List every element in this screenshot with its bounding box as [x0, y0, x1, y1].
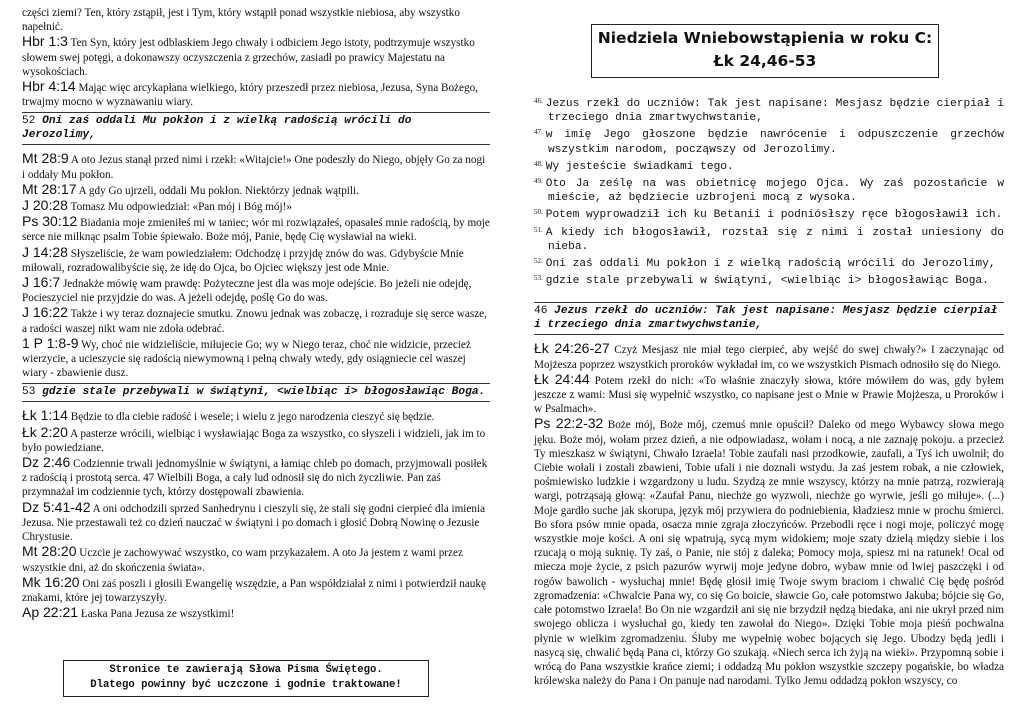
- gospel-verse: [534, 94, 1004, 125]
- paragraph-text: Będzie to dla ciebie radość i wesele; i wielu z jego narodzenia cieszyć się będzie.: [70, 411, 435, 424]
- scripture-paragraph: [22, 408, 490, 424]
- verse-reference: Mt 28:9: [22, 150, 69, 167]
- footer-line-2: Dlatego powinny być uczczone i godnie traktowane!: [90, 679, 402, 691]
- verse-number: 52.: [534, 257, 543, 266]
- verse-number: 49.: [534, 177, 543, 186]
- verse-reference: Łk 2:20: [22, 423, 68, 440]
- scripture-paragraph: [22, 151, 490, 181]
- gospel-verse: [534, 205, 1004, 222]
- verse-reference: Ps 30:12: [22, 213, 78, 230]
- verse-text: Oni zaś oddali Mu pokłon i z wielką radością wrócili do Jerozolimy,: [545, 258, 996, 271]
- verse-reference: Hbr 4:14: [22, 78, 76, 95]
- verse-reference: Łk 24:44: [534, 370, 590, 387]
- paragraph-text: Mając więc arcykapłana wielkiego, który przeszedł przez niebiosa, Jezusa, Syna Bożego, trwajmy mocno w wyznawaniu wiary.: [22, 82, 478, 109]
- verse-reference: J 16:7: [22, 274, 61, 291]
- gospel-verse: [534, 157, 1004, 174]
- paragraph-text: Słyszeliście, że wam powiedziałem: Odchodzę i przyjdę znów do was. Gdybyście Mnie miłowali, rozradowalibyście się, że idę do Ojca, bo Ojciec większy jest ode Mnie.: [22, 247, 464, 274]
- scripture-paragraph: [22, 544, 490, 574]
- intro-block: [22, 6, 490, 109]
- paragraph-text: Codziennie trwali jednomyślnie w świątyni, a łamiąc chleb po domach, przyjmowali posiłek z radością i prostotą serca. 47 Wielbili Boga, a cały lud odnosił się do nich życzliwie. Pan zaś przymnażał im codziennie tych, którzy dostępowali zbawienia.: [22, 458, 488, 499]
- verse-reference: J 16:22: [22, 304, 68, 321]
- verse-reference: Mt 28:20: [22, 543, 77, 560]
- scripture-paragraph: [22, 6, 490, 34]
- section-number: 46: [534, 305, 548, 318]
- verse-reference: Dz 2:46: [22, 454, 71, 471]
- scripture-paragraph: [22, 79, 490, 109]
- verse-reference: Dz 5:41-42: [22, 498, 91, 515]
- gospel-verse: [534, 125, 1004, 156]
- scripture-paragraph: [534, 341, 1004, 371]
- gospel-verse: [534, 174, 1004, 205]
- section-title: Oni zaś oddali Mu pokłon i z wielką radością wrócili do Jerozolimy,: [22, 115, 412, 142]
- left-column: [22, 0, 490, 621]
- paragraph-text: Biadania moje zmieniłeś mi w taniec; wór mi rozwiązałeś, opasałeś mnie radością, by moje serce nie milknąc psalm Tobie śpiewało. Boże mój, Panie, będę Cię wysławiał na wieki.: [22, 217, 490, 244]
- section-number: 52: [22, 115, 36, 128]
- scripture-paragraph: [22, 425, 490, 455]
- gospel-verses: [534, 94, 1004, 288]
- paragraph-text: Czyż Mesjasz nie miał tego cierpieć, aby wejść do swej chwały?» I zaczynając od Mojżesza poprzez wszystkich proroków wykładał im, co we wszystkich Pismach odnosiło się do Niego.: [534, 344, 1005, 371]
- right-column: [534, 94, 1004, 688]
- verse-number: 50.: [534, 208, 543, 217]
- scripture-paragraph: [22, 605, 490, 621]
- paragraph-text: Także i wy teraz doznajecie smutku. Znowu jednak was zobaczę, i rozraduje się serce wasze, a radości waszej nikt wam nie zdoła odebrać.: [22, 308, 487, 335]
- verse-reference: Ap 22:21: [22, 604, 79, 621]
- verse-reference: J 20:28: [22, 197, 68, 214]
- section-number: 53: [22, 386, 36, 399]
- section-header-52: [22, 112, 490, 145]
- footer-line-1: Stronice te zawierają Słowa Pisma Świętego.: [109, 664, 383, 676]
- verse-reference: Ps 22:2-32: [534, 415, 604, 432]
- paragraph-text: Tomasz Mu odpowiedział: «Pan mój i Bóg mój!»: [70, 201, 292, 214]
- section-53: [22, 408, 490, 621]
- paragraph-text: Boże mój, Boże mój, czemuś mnie opuścił? Daleko od mego Wybawcy słowa mego jęku. Boże mój, wołam przez dzień, a nie odpowiadasz, wołam i nocą, a nie zaznaję pokoju. a przecież Ty mieszkasz w świątyni, Chwało Izraela! Tobie zaufali nasi przodkowie, zaufali, a Tyś ich uwolnił; do Ciebie wołali i zostali zbawieni, Tobie ufali i nie doznali wstydu. Ja zaś jestem robak, a nie człowiek, pośmiewisko ludzkie i wzgardzony u ludu. Szydzą ze mnie wszyscy, którzy na mnie patrzą, rozwierają wargi, potrząsają głową: «Zaufał Panu, niechże go wyzwoli, niechże go wyrwie, jeśli go miłuje». (...) Moje gardło suche jak skorupa, język mój przywiera do podniebienia, kładziesz mnie w prochu śmierci. Bo sfora psów mnie opada, osacza mnie zgraja złoczyńców. Przebodli ręce i nogi moje, policzyć mogę wszystkie moje kości. A oni się wpatrują, sycą mym widokiem; moje szaty dzielą między siebie i los rzucają o moją suknię. Ty zaś, o Panie, nie stój z daleka; Pomocy moja, spiesz mi na ratunek! Ocal od miecza moje życie, z psich pazurów wyrwij moje jedyne dobro, wybaw mnie od lwiej paszczęki i od rogów bawolich - wysłuchaj mnie! Będę głosił imię Twoje swym braciom i chwalić Cię będę pośród zgromadzenia: «Chwalcie Pana wy, co się Go boicie, sławcie Go, całe potomstwo Jakuba; bójcie się Go, całe potomstwo Izraela! Bo On nie wzgardził ani się nie brzydził nędzą biedaka, ani nie ukrył przed nim swojego oblicza i wysłuchał go, kiedy ten zawołał do Niego». Dzięki Tobie moja pieśń pochwalna płynie w wielkim zgromadzeniu. Śluby me wypełnię wobec bojących się Jego. Ubodzy będą jedli i nasycą się, chwalić będą Pana ci, którzy Go szukają. «Niech serca ich żyją na wieki». Przypomną sobie i wrócą do Pana wszystkie krańce ziemi; i oddadzą Mu pokłon wszystkie szczepy pogańskie, bo władza królewska należy do Pana i On panuje nad narodami. Tylko Jemu oddadzą pokłon wszyscy, co: [534, 419, 1005, 688]
- scripture-paragraph: [22, 34, 490, 79]
- paragraph-text: Łaska Pana Jezusa ze wszystkimi!: [80, 608, 235, 621]
- verse-reference: Mt 28:17: [22, 180, 77, 197]
- scripture-paragraph: [22, 275, 490, 305]
- verse-number: 46.: [534, 97, 543, 105]
- title-line-2: Łk 24,46-53: [713, 52, 817, 70]
- verse-text: gdzie stale przebywali w świątyni, <wielbiąc i> błogosławiąc Boga.: [545, 275, 989, 288]
- verse-reference: Łk 24:26-27: [534, 340, 610, 357]
- title-line-1: Niedziela Wniebowstąpienia w roku C:: [597, 29, 933, 47]
- verse-reference: Hbr 1:3: [22, 33, 68, 50]
- verse-reference: Mk 16:20: [22, 573, 80, 590]
- section-52: [22, 151, 490, 380]
- paragraph-text: Potem rzekł do nich: «To właśnie znaczyły słowa, które mówiłem do was, gdy byłem jeszcze z wami: Musi się wypełnić wszystko, co napisane jest o Mnie w Prawie Mojżesza, u Proroków i w Psalmach».: [534, 374, 1004, 416]
- verse-number: 48.: [534, 159, 543, 168]
- paragraph-text: Jednakże mówię wam prawdę: Pożyteczne jest dla was moje odejście. Bo jeżeli nie odejdę, Pocieszyciel nie przyjdzie do was. A jeżeli odejdę, poślę Go do was.: [22, 278, 472, 305]
- scripture-paragraph: [22, 455, 490, 500]
- gospel-verse: [534, 271, 1004, 288]
- scripture-paragraph: [22, 245, 490, 275]
- section-header-53: [22, 383, 490, 402]
- verse-reference: Łk 1:14: [22, 407, 68, 424]
- paragraph-text: Wy, choć nie widzieliście, miłujecie Go; wy w Niego teraz, choć nie widzicie, przecież wierzycie, a ucieszycie się radością niewymowną i pełną chwały wtedy, gdy osiągniecie cel waszej wiary - zbawienie dusz.: [22, 338, 471, 380]
- paragraph-text: Ten Syn, który jest odblaskiem Jego chwały i odbiciem Jego istoty, podtrzymuje wszystko słowem swej potęgi, a dokonawszy oczyszczenia z grzechów, zasiadł po prawicy Majestatu na wysokościach.: [22, 37, 475, 78]
- scripture-paragraph: [534, 416, 1004, 688]
- paragraph-text: A oni odchodzili sprzed Sanhedrynu i cieszyli się, że stali się godni cierpieć dla imienia Jezusa. Nie przestawali też co dzień nauczać w świątyni i po domach i głosić Dobrą Nowinę o Jezusie Chrystusie.: [22, 502, 486, 544]
- verse-reference: 1 P 1:8-9: [22, 334, 79, 351]
- gospel-verse: [534, 223, 1004, 254]
- paragraph-text: A pasterze wrócili, wielbiąc i wysławiając Boga za wszystko, co słyszeli i widzieli, jak im to było powiedziane.: [22, 427, 486, 454]
- gospel-verse: [534, 254, 1004, 271]
- scripture-paragraph: [22, 336, 490, 381]
- verse-text: Potem wyprowadził ich ku Betanii i podniósłszy ręce błogosławił ich.: [545, 209, 1003, 222]
- paragraph-text: A oto Jezus stanął przed nimi i rzekł: «Witajcie!» One podeszły do Niego, objęły Go za nogi i oddały Mu pokłon.: [22, 154, 486, 181]
- paragraph-text: części ziemi? Ten, który zstąpił, jest i Tym, który wstąpił ponad wszystkie niebiosa, aby wszystko napełnić.: [22, 7, 460, 34]
- verse-number: 51.: [534, 225, 543, 234]
- footer-notice: [63, 660, 429, 697]
- paragraph-text: Uczcie je zachowywać wszystko, co wam przykazałem. A oto Ja jestem z wami przez wszystkie dni, aż do skończenia świata».: [22, 547, 463, 574]
- section-title: Jezus rzekł do uczniów: Tak jest napisane: Mesjasz będzie cierpiał i trzeciego dnia zmartwychwstanie,: [534, 305, 998, 332]
- verse-text: Jezus rzekł do uczniów: Tak jest napisane: Mesjasz będzie cierpiał i trzeciego dnia zmartwychwstanie,: [545, 98, 1004, 125]
- verse-number: 53.: [534, 274, 543, 283]
- verse-number: 47.: [534, 128, 543, 137]
- scripture-paragraph: [22, 305, 490, 335]
- scripture-paragraph: [534, 372, 1004, 417]
- scripture-paragraph: [22, 500, 490, 545]
- scripture-paragraph: [22, 214, 490, 244]
- section-header-46: [534, 302, 1004, 335]
- verse-text: Oto Ja ześlę na was obietnicę mojego Ojca. Wy zaś pozostańcie w mieście, aż będziecie uzbrojeni mocą z wysoka.: [545, 178, 1004, 205]
- verse-text: w imię Jego głoszone będzie nawrócenie i odpuszczenie grzechów wszystkim narodom, począwszy od Jerozolimy.: [545, 129, 1004, 156]
- verse-reference: J 14:28: [22, 243, 68, 260]
- scripture-paragraph: [22, 575, 490, 605]
- paragraph-text: Oni zaś poszli i głosili Ewangelię wszędzie, a Pan współdziałał z nimi i potwierdził naukę znakami, które jej towarzyszyły.: [22, 577, 486, 604]
- paragraph-text: A gdy Go ujrzeli, oddali Mu pokłon. Niektórzy jednak wątpili.: [78, 184, 359, 197]
- scripture-paragraph: [22, 182, 490, 198]
- verse-text: Wy jesteście świadkami tego.: [545, 160, 734, 173]
- verse-text: A kiedy ich błogosławił, rozstał się z nimi i został uniesiony do nieba.: [545, 226, 1004, 253]
- section-title: gdzie stale przebywali w świątyni, <wielbiąc i> błogosławiąc Boga.: [42, 386, 486, 399]
- scripture-paragraph: [22, 198, 490, 214]
- page-title: [591, 24, 939, 78]
- section-46: [534, 341, 1004, 688]
